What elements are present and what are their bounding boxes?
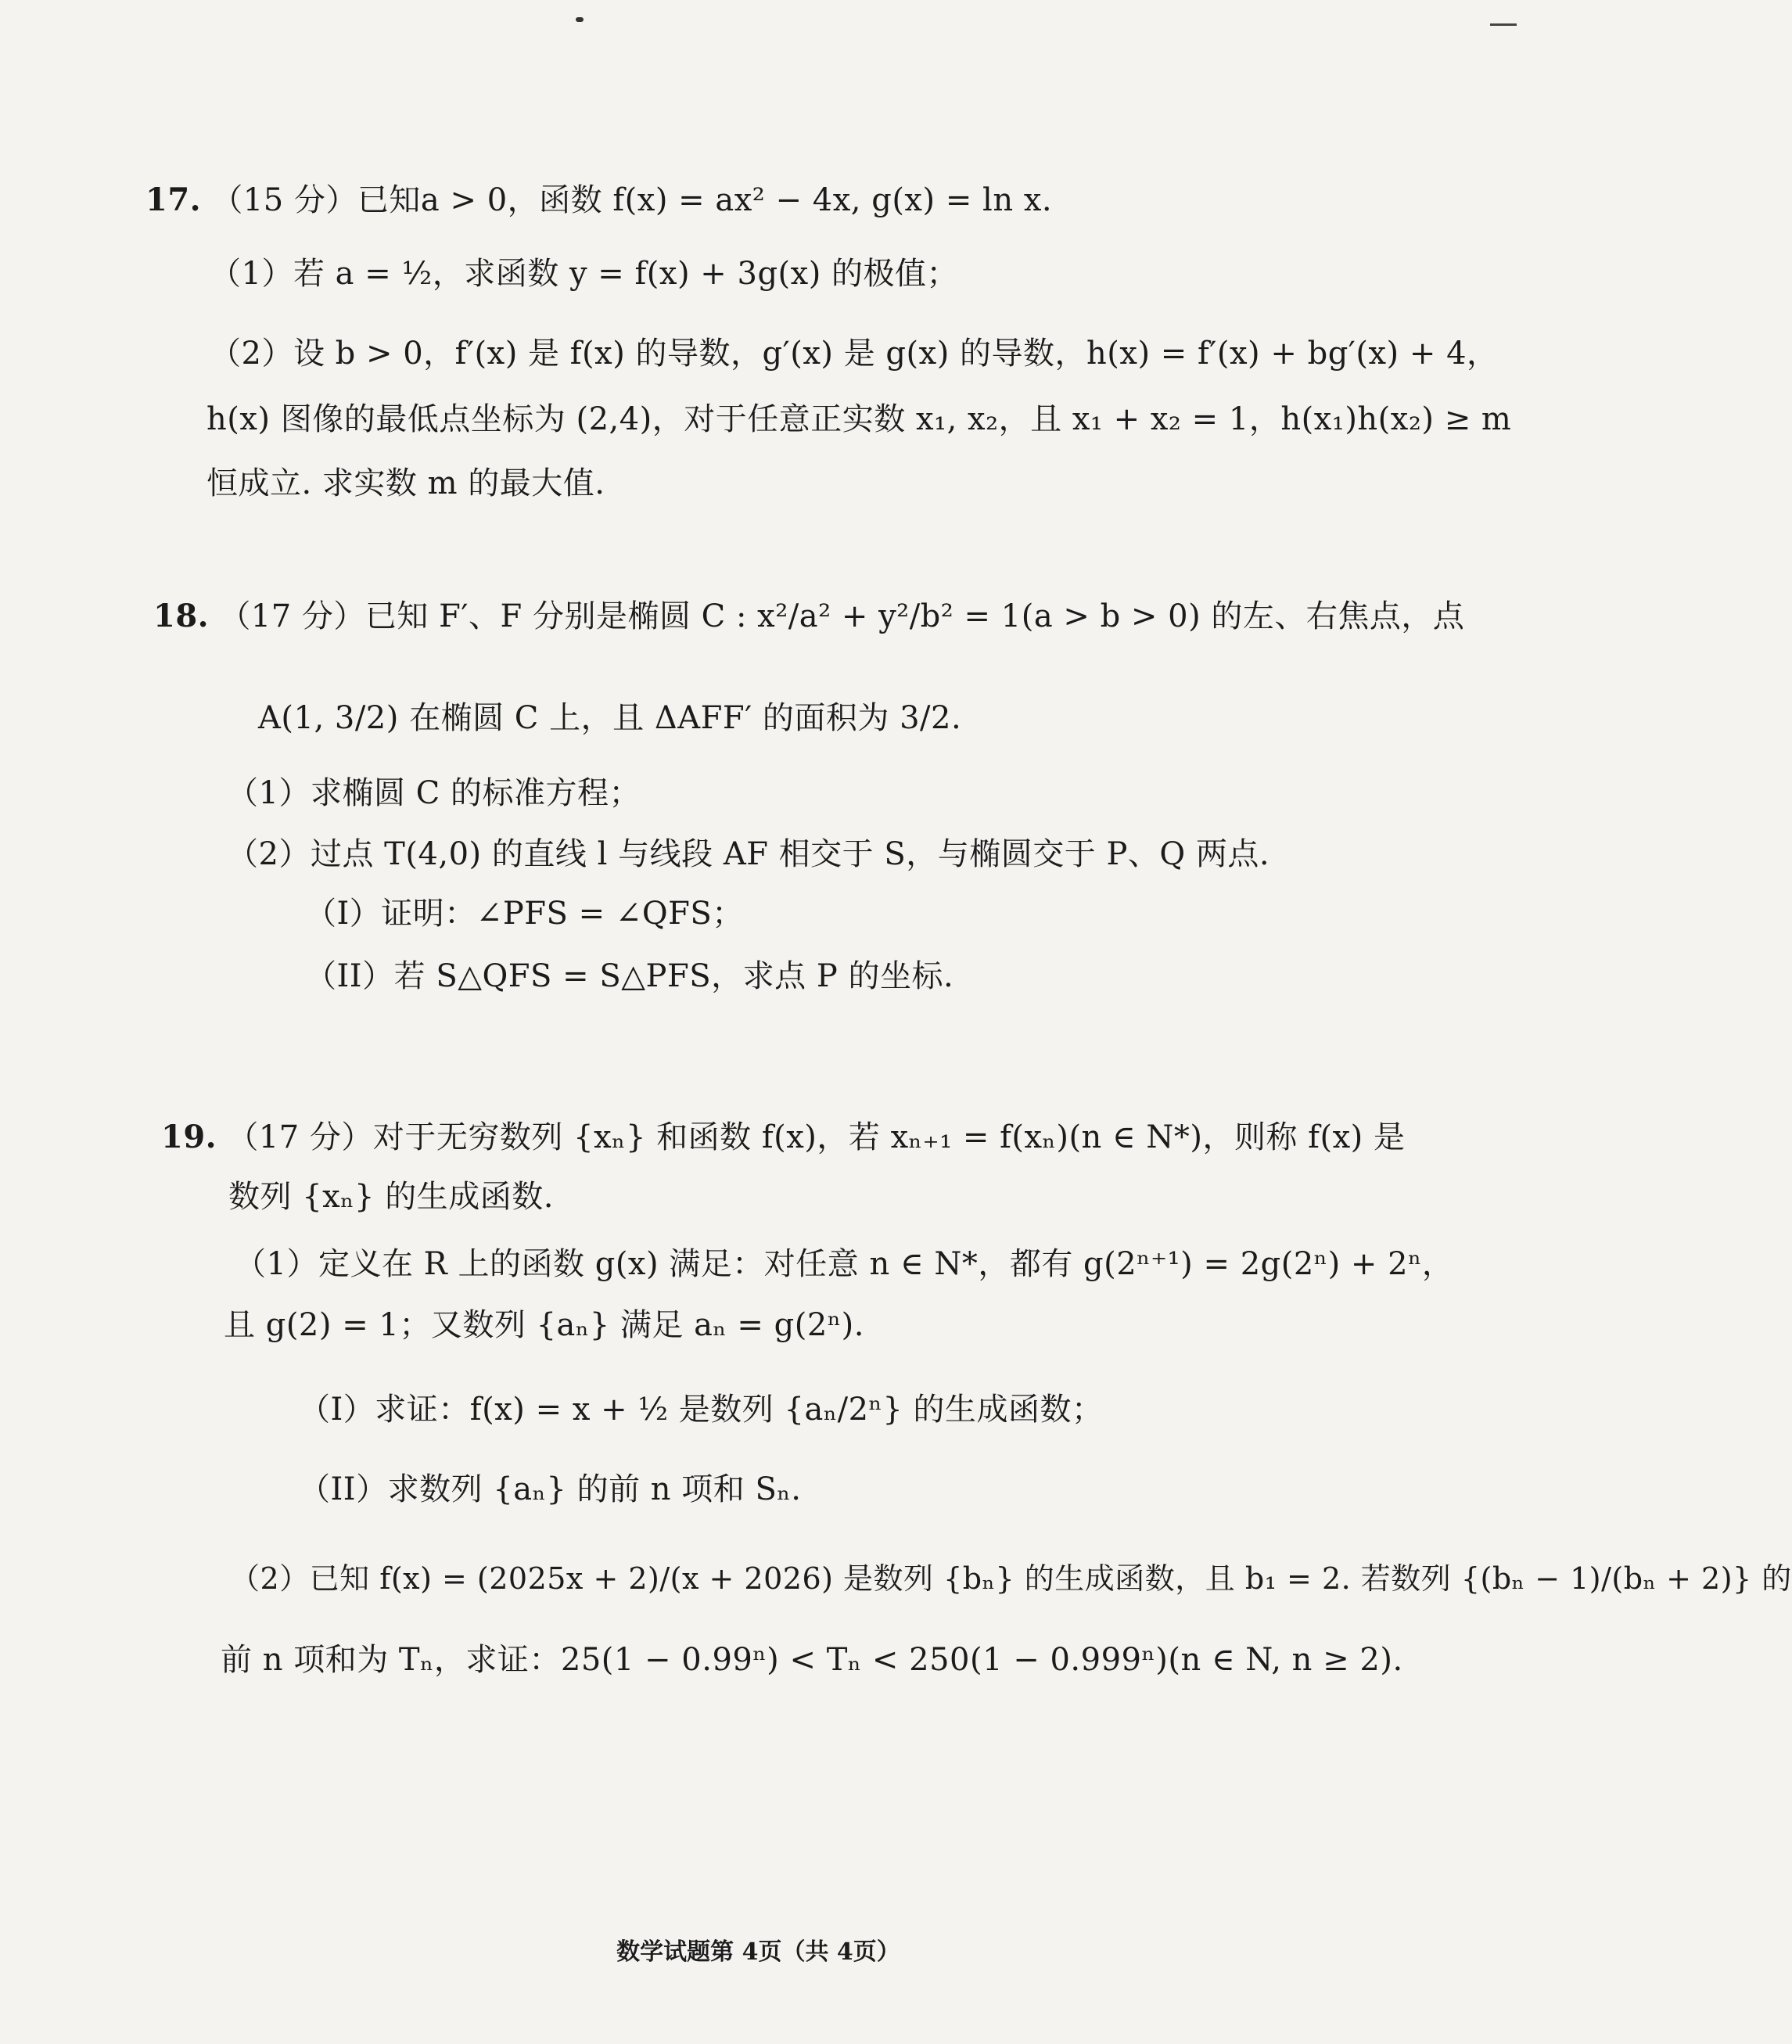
problem-19-part-1-i: （I）求证：f(x) = x + ½ 是数列 {aₙ/2ⁿ} 的生成函数； <box>299 1392 1104 1428</box>
problem-18-part-2-i: （I）证明：∠PFS = ∠QFS； <box>305 896 744 932</box>
problem-19-number: 19. <box>161 1119 217 1155</box>
problem-17-part-2: （2）设 b > 0，f′(x) 是 f(x) 的导数，g′(x) 是 g(x) 的导数，h(x) = f′(x) + bg′(x) + 4， <box>210 336 1499 372</box>
page-footer: 数学试题第 4页（共 4页） <box>616 1938 900 1966</box>
problem-17-number: 17. <box>145 181 202 218</box>
problem-19-part-2: （2）已知 f(x) = (2025x + 2)/(x + 2026) 是数列 {bₙ} 的生成函数，且 b₁ = 2. 若数列 {(bₙ − 1)/(bₙ + 2)} 的 <box>230 1561 1792 1596</box>
problem-19-line-1 <box>161 1115 1405 1159</box>
problem-18-part-2: （2）过点 T(4,0) 的直线 l 与线段 AF 相交于 S，与椭圆交于 P、Q 两点. <box>227 836 1270 872</box>
problem-18-stem: （17 分）已知 F′、F 分别是椭圆 C : x²/a² + y²/b² = 1(a > b > 0) 的左、右焦点，点 <box>219 598 1465 634</box>
problem-17-line-1 <box>145 178 1052 222</box>
problem-17-part-1: （1）若 a = ½，求函数 y = f(x) + 3g(x) 的极值； <box>210 256 959 292</box>
problem-18-line-1 <box>153 595 1464 638</box>
problem-18-part-2-ii: （II）若 S△QFS = S△PFS，求点 P 的坐标. <box>305 958 954 994</box>
problem-17-stem: （15 分）已知a > 0，函数 f(x) = ax² − 4x, g(x) = ln x. <box>211 182 1053 218</box>
edge-mark <box>1490 23 1517 26</box>
problem-19-stem-cont: 数列 {xₙ} 的生成函数. <box>228 1179 554 1215</box>
problem-19-part-1: （1）定义在 R 上的函数 g(x) 满足：对任意 n ∈ N*，都有 g(2ⁿ⁺¹) = 2g(2ⁿ) + 2ⁿ， <box>235 1246 1454 1282</box>
problem-19-part-2-cont: 前 n 项和为 Tₙ，求证：25(1 − 0.99ⁿ) < Tₙ < 250(1 − 0.999ⁿ)(n ∈ N, n ≥ 2). <box>221 1642 1403 1678</box>
problem-19-part-1-cont: 且 g(2) = 1；又数列 {aₙ} 满足 aₙ = g(2ⁿ). <box>224 1307 864 1343</box>
problem-19-stem: （17 分）对于无穷数列 {xₙ} 和函数 f(x)，若 xₙ₊₁ = f(xₙ)(n ∈ N*)，则称 f(x) 是 <box>227 1119 1406 1155</box>
problem-18-part-1: （1）求椭圆 C 的标准方程； <box>227 775 641 811</box>
problem-18-stem-cont: A(1, 3/2) 在椭圆 C 上，且 ΔAFF′ 的面积为 3/2. <box>258 700 962 736</box>
problem-17-part-2-cont: h(x) 图像的最低点坐标为 (2,4)，对于任意正实数 x₁, x₂，且 x₁ + x₂ = 1，h(x₁)h(x₂) ≥ m <box>206 401 1512 437</box>
problem-17-part-2-end: 恒成立. 求实数 m 的最大值. <box>206 465 605 501</box>
problem-18-number: 18. <box>153 598 210 634</box>
scan-speck <box>576 17 584 22</box>
problem-19-part-1-ii: （II）求数列 {aₙ} 的前 n 项和 Sₙ. <box>299 1471 802 1507</box>
